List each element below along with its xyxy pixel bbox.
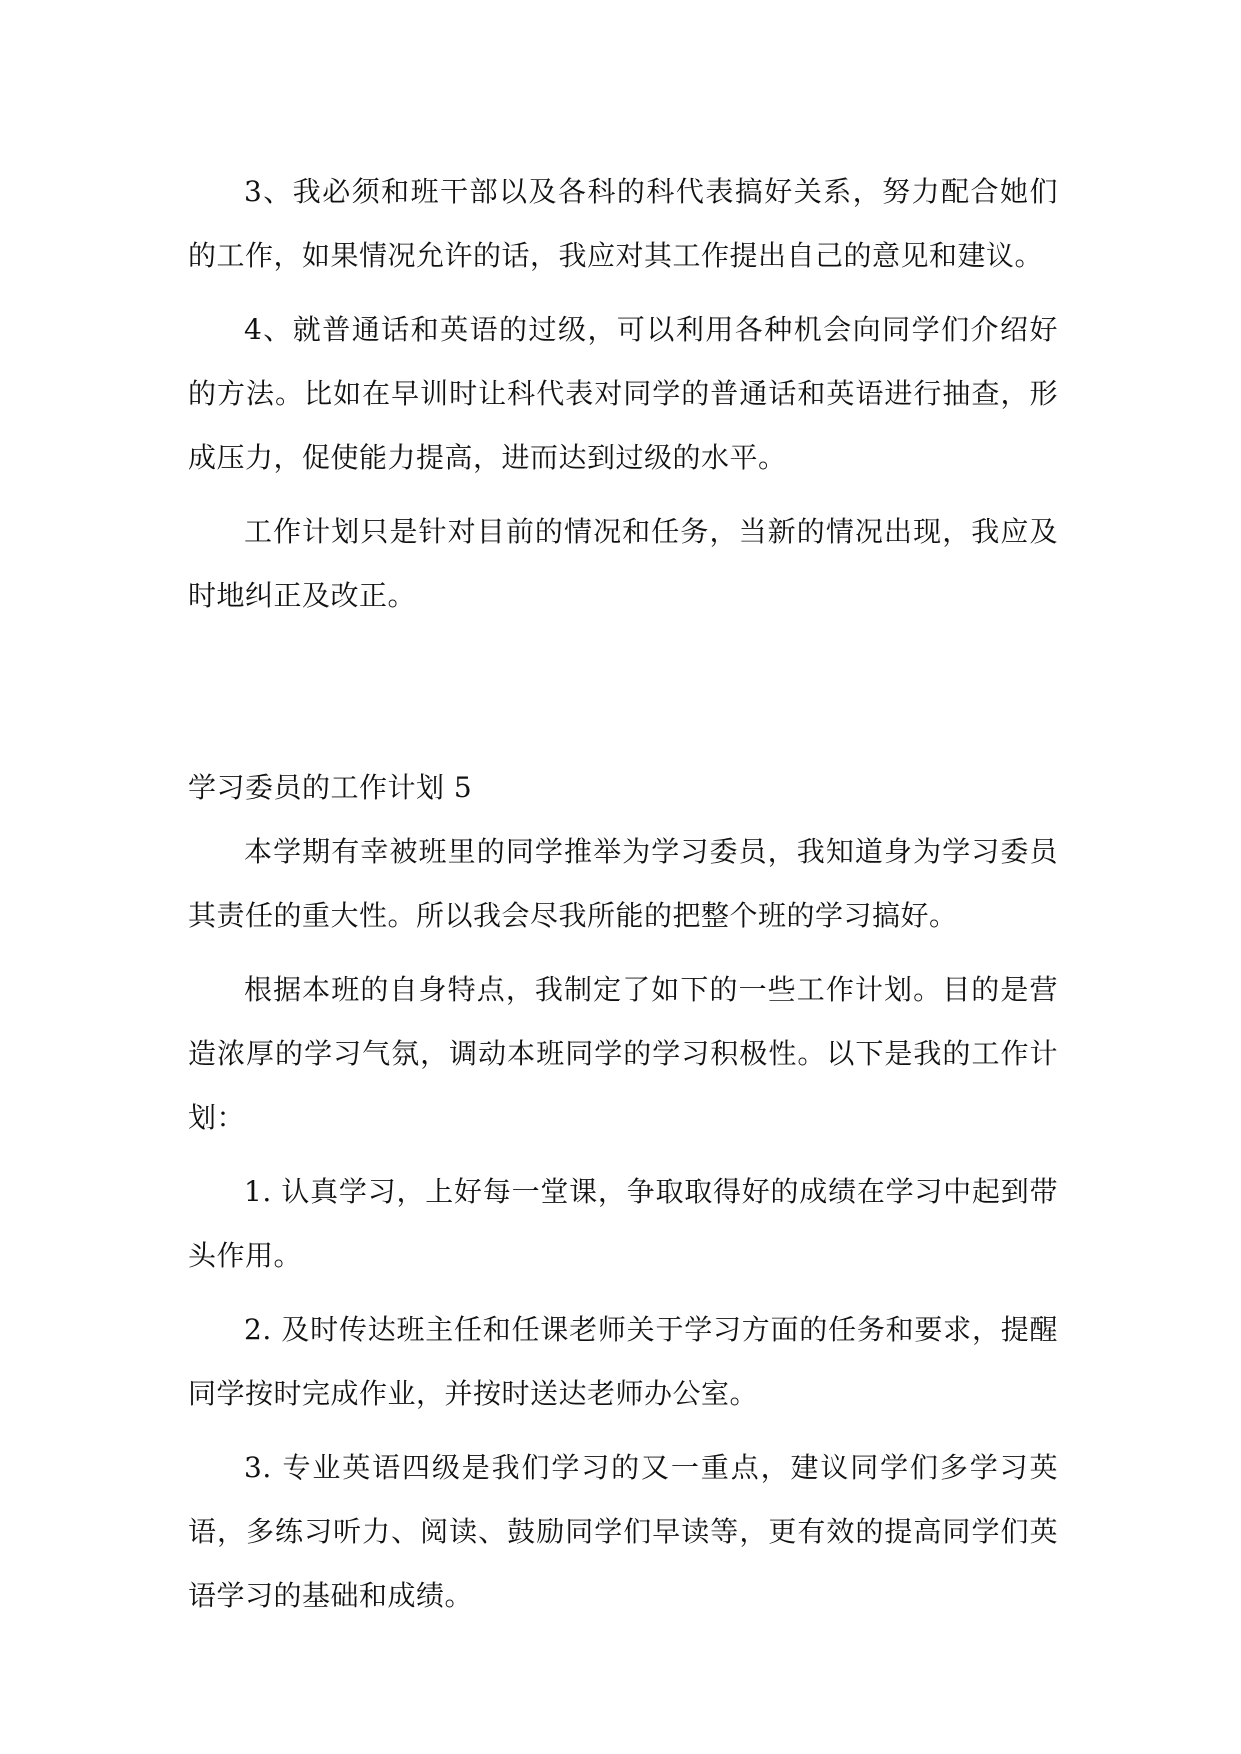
document-body — [188, 160, 1058, 1638]
paragraph-summary: 工作计划只是针对目前的情况和任务，当新的情况出现，我应及时地纠正及改正。 — [188, 515, 1058, 612]
section-title: 学习委员的工作计划 5 — [188, 771, 473, 804]
section-gap — [188, 638, 1058, 756]
paragraph-list-2: 2. 及时传达班主任和任课老师关于学习方面的任务和要求，提醒同学按时完成作业，并按时送达老师办公室。 — [188, 1313, 1058, 1410]
paragraph-item-3: 3、我必须和班干部以及各科的科代表搞好关系，努力配合她们的工作，如果情况允许的话，我应对其工作提出自己的意见和建议。 — [188, 175, 1058, 272]
paragraph-intro: 本学期有幸被班里的同学推举为学习委员，我知道身为学习委员其责任的重大性。所以我会尽我所能的把整个班的学习搞好。 — [188, 835, 1058, 932]
paragraph-item-4: 4、就普通话和英语的过级，可以利用各种机会向同学们介绍好的方法。比如在早训时让科代表对同学的普通话和英语进行抽查，形成压力，促使能力提高，进而达到过级的水平。 — [188, 313, 1058, 474]
paragraph-list-3: 3. 专业英语四级是我们学习的又一重点，建议同学们多学习英语，多练习听力、阅读、鼓励同学们早读等，更有效的提高同学们英语学习的基础和成绩。 — [188, 1451, 1058, 1612]
paragraph-plan-overview: 根据本班的自身特点，我制定了如下的一些工作计划。目的是营造浓厚的学习气氛，调动本班同学的学习积极性。以下是我的工作计划： — [188, 973, 1058, 1134]
paragraph-list-1: 1. 认真学习，上好每一堂课，争取取得好的成绩在学习中起到带头作用。 — [188, 1175, 1058, 1272]
